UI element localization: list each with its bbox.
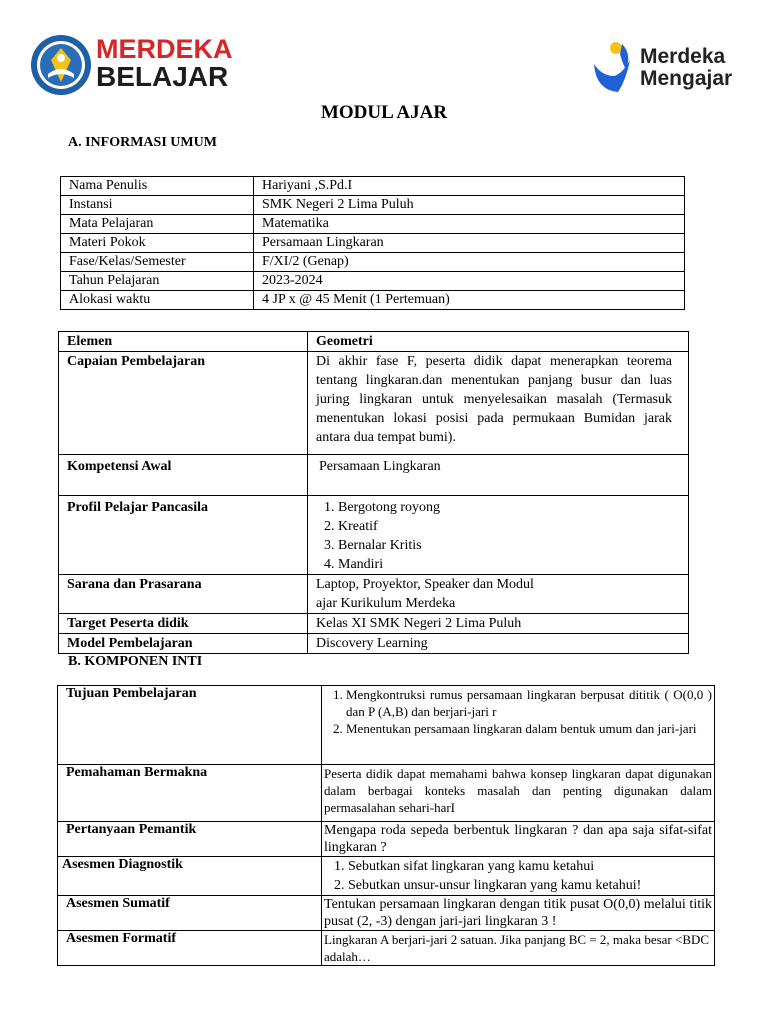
merdeka-belajar-logo — [30, 34, 233, 96]
table-row — [61, 272, 685, 291]
info-label: Materi Pokok — [61, 234, 254, 253]
table-row — [58, 765, 715, 822]
elemen-table — [58, 331, 689, 654]
table-row — [58, 857, 715, 896]
info-label: Fase/Kelas/Semester — [61, 253, 254, 272]
sumatif-label: Asesmen Sumatif — [58, 896, 322, 931]
model-label: Model Pembelajaran — [59, 634, 308, 654]
merdeka-mengajar-logo — [592, 40, 742, 96]
pertanyaan-text: Mengapa roda sepeda berbentuk lingkaran ? dan apa saja sifat-sifat lingkaran ? — [322, 822, 715, 857]
table-row — [58, 822, 715, 857]
merdeka-mengajar-emblem-icon — [592, 40, 636, 96]
target-value: Kelas XI SMK Negeri 2 Lima Puluh — [308, 614, 689, 634]
kompetensi-value: Persamaan Lingkaran — [308, 455, 689, 496]
sarana-line-1: Laptop, Proyektor, Speaker dan Modul — [316, 577, 534, 592]
formatif-label: Asesmen Formatif — [58, 931, 322, 966]
capaian-text: Di akhir fase F, peserta didik dapat menerapkan teorema tentang lingkaran.dan menentukan panjang busur dan luas juring lingkaran untuk menyelesaikan masalah (Termasuk menentukan lokasi posisi pada permukaan Bumidan jarak antara dua tempat bumi). — [308, 352, 689, 455]
table-row — [59, 352, 689, 455]
pertanyaan-label: Pertanyaan Pemantik — [58, 822, 322, 857]
kompetensi-label: Kompetensi Awal — [59, 455, 308, 496]
table-row — [58, 931, 715, 966]
info-value: Matematika — [254, 215, 685, 234]
info-label: Mata Pelajaran — [61, 215, 254, 234]
elemen-header-label: Elemen — [59, 332, 308, 352]
info-value: F/XI/2 (Genap) — [254, 253, 685, 272]
table-row — [58, 896, 715, 931]
table-row — [59, 496, 689, 575]
info-label: Alokasi waktu — [61, 291, 254, 310]
section-b-heading: B. KOMPONEN INTI — [68, 654, 203, 669]
list-item: 2. Menentukan persamaan lingkaran dalam bentuk umum dan jari-jari — [346, 720, 712, 737]
info-label: Nama Penulis — [61, 177, 254, 196]
profil-label: Profil Pelajar Pancasila — [59, 496, 308, 575]
page-title: MODUL AJAR — [320, 102, 448, 123]
formatif-text: Lingkaran A berjari-jari 2 satuan. Jika panjang BC = 2, maka besar <BDC adalah… — [322, 931, 715, 966]
table-row — [61, 253, 685, 272]
diagnostik-list-cell — [322, 857, 715, 896]
capaian-label: Capaian Pembelajaran — [59, 352, 308, 455]
target-label: Target Peserta didik — [59, 614, 308, 634]
table-row — [59, 614, 689, 634]
sarana-value — [308, 575, 689, 614]
table-row — [61, 196, 685, 215]
pemahaman-label: Pemahaman Bermakna — [58, 765, 322, 822]
info-value: 4 JP x @ 45 Menit (1 Pertemuan) — [254, 291, 685, 310]
komponen-inti-table — [57, 685, 715, 966]
list-item: 2. Sebutkan unsur-unsur lingkaran yang kamu ketahui! — [348, 876, 712, 895]
table-row — [59, 455, 689, 496]
info-label: Tahun Pelajaran — [61, 272, 254, 291]
logo-text-belajar: BELAJAR — [96, 61, 229, 92]
info-value: Hariyani ,S.Pd.I — [254, 177, 685, 196]
list-item: 1. Bergotong royong — [338, 498, 680, 517]
tujuan-list-cell — [322, 686, 715, 765]
info-umum-table — [60, 176, 685, 310]
list-item: 1. Sebutkan sifat lingkaran yang kamu ketahui — [348, 857, 712, 876]
list-item: 2. Kreatif — [338, 517, 680, 536]
model-value: Discovery Learning — [308, 634, 689, 654]
diagnostik-list — [324, 857, 712, 895]
logo-text-merdeka: MERDEKA — [96, 34, 233, 64]
logo-text-mengajar: Mengajar — [640, 67, 733, 90]
list-item: 4. Mandiri — [338, 555, 680, 574]
list-item: 1. Mengkontruksi rumus persamaan lingkaran berpusat dititik ( O(0,0 ) dan P (A,B) dan berjari-jari r — [346, 686, 712, 720]
section-a-heading: A. INFORMASI UMUM — [68, 135, 217, 150]
logo-text-merdeka-2: Merdeka — [640, 45, 726, 68]
sumatif-text: Tentukan persamaan lingkaran dengan titik pusat O(0,0) melalui titik pusat (2, -3) dengan jari-jari lingkaran 3 ! — [322, 896, 715, 931]
info-value: SMK Negeri 2 Lima Puluh — [254, 196, 685, 215]
table-row — [61, 291, 685, 310]
sarana-line-2: ajar Kurikulum Merdeka — [316, 596, 456, 611]
table-row — [59, 634, 689, 654]
table-row — [59, 575, 689, 614]
profil-list — [312, 498, 680, 574]
diagnostik-label: Asesmen Diagnostik — [58, 857, 322, 896]
table-row — [59, 332, 689, 352]
info-value: 2023-2024 — [254, 272, 685, 291]
table-row — [61, 215, 685, 234]
info-label: Instansi — [61, 196, 254, 215]
table-row — [61, 234, 685, 253]
list-item: 3. Bernalar Kritis — [338, 536, 680, 555]
sarana-label: Sarana dan Prasarana — [59, 575, 308, 614]
pemahaman-text: Peserta didik dapat memahami bahwa konsep lingkaran dapat digunakan dalam berbagai konteks masalah dan penting digunakan dalam permasalahan sehari-harI — [322, 765, 715, 822]
profil-list-cell — [308, 496, 689, 575]
elemen-header-value: Geometri — [308, 332, 689, 352]
table-row — [58, 686, 715, 765]
tujuan-list — [324, 686, 712, 737]
tut-wuri-handayani-emblem-icon — [30, 34, 92, 96]
tujuan-label: Tujuan Pembelajaran — [58, 686, 322, 765]
info-value: Persamaan Lingkaran — [254, 234, 685, 253]
table-row — [61, 177, 685, 196]
